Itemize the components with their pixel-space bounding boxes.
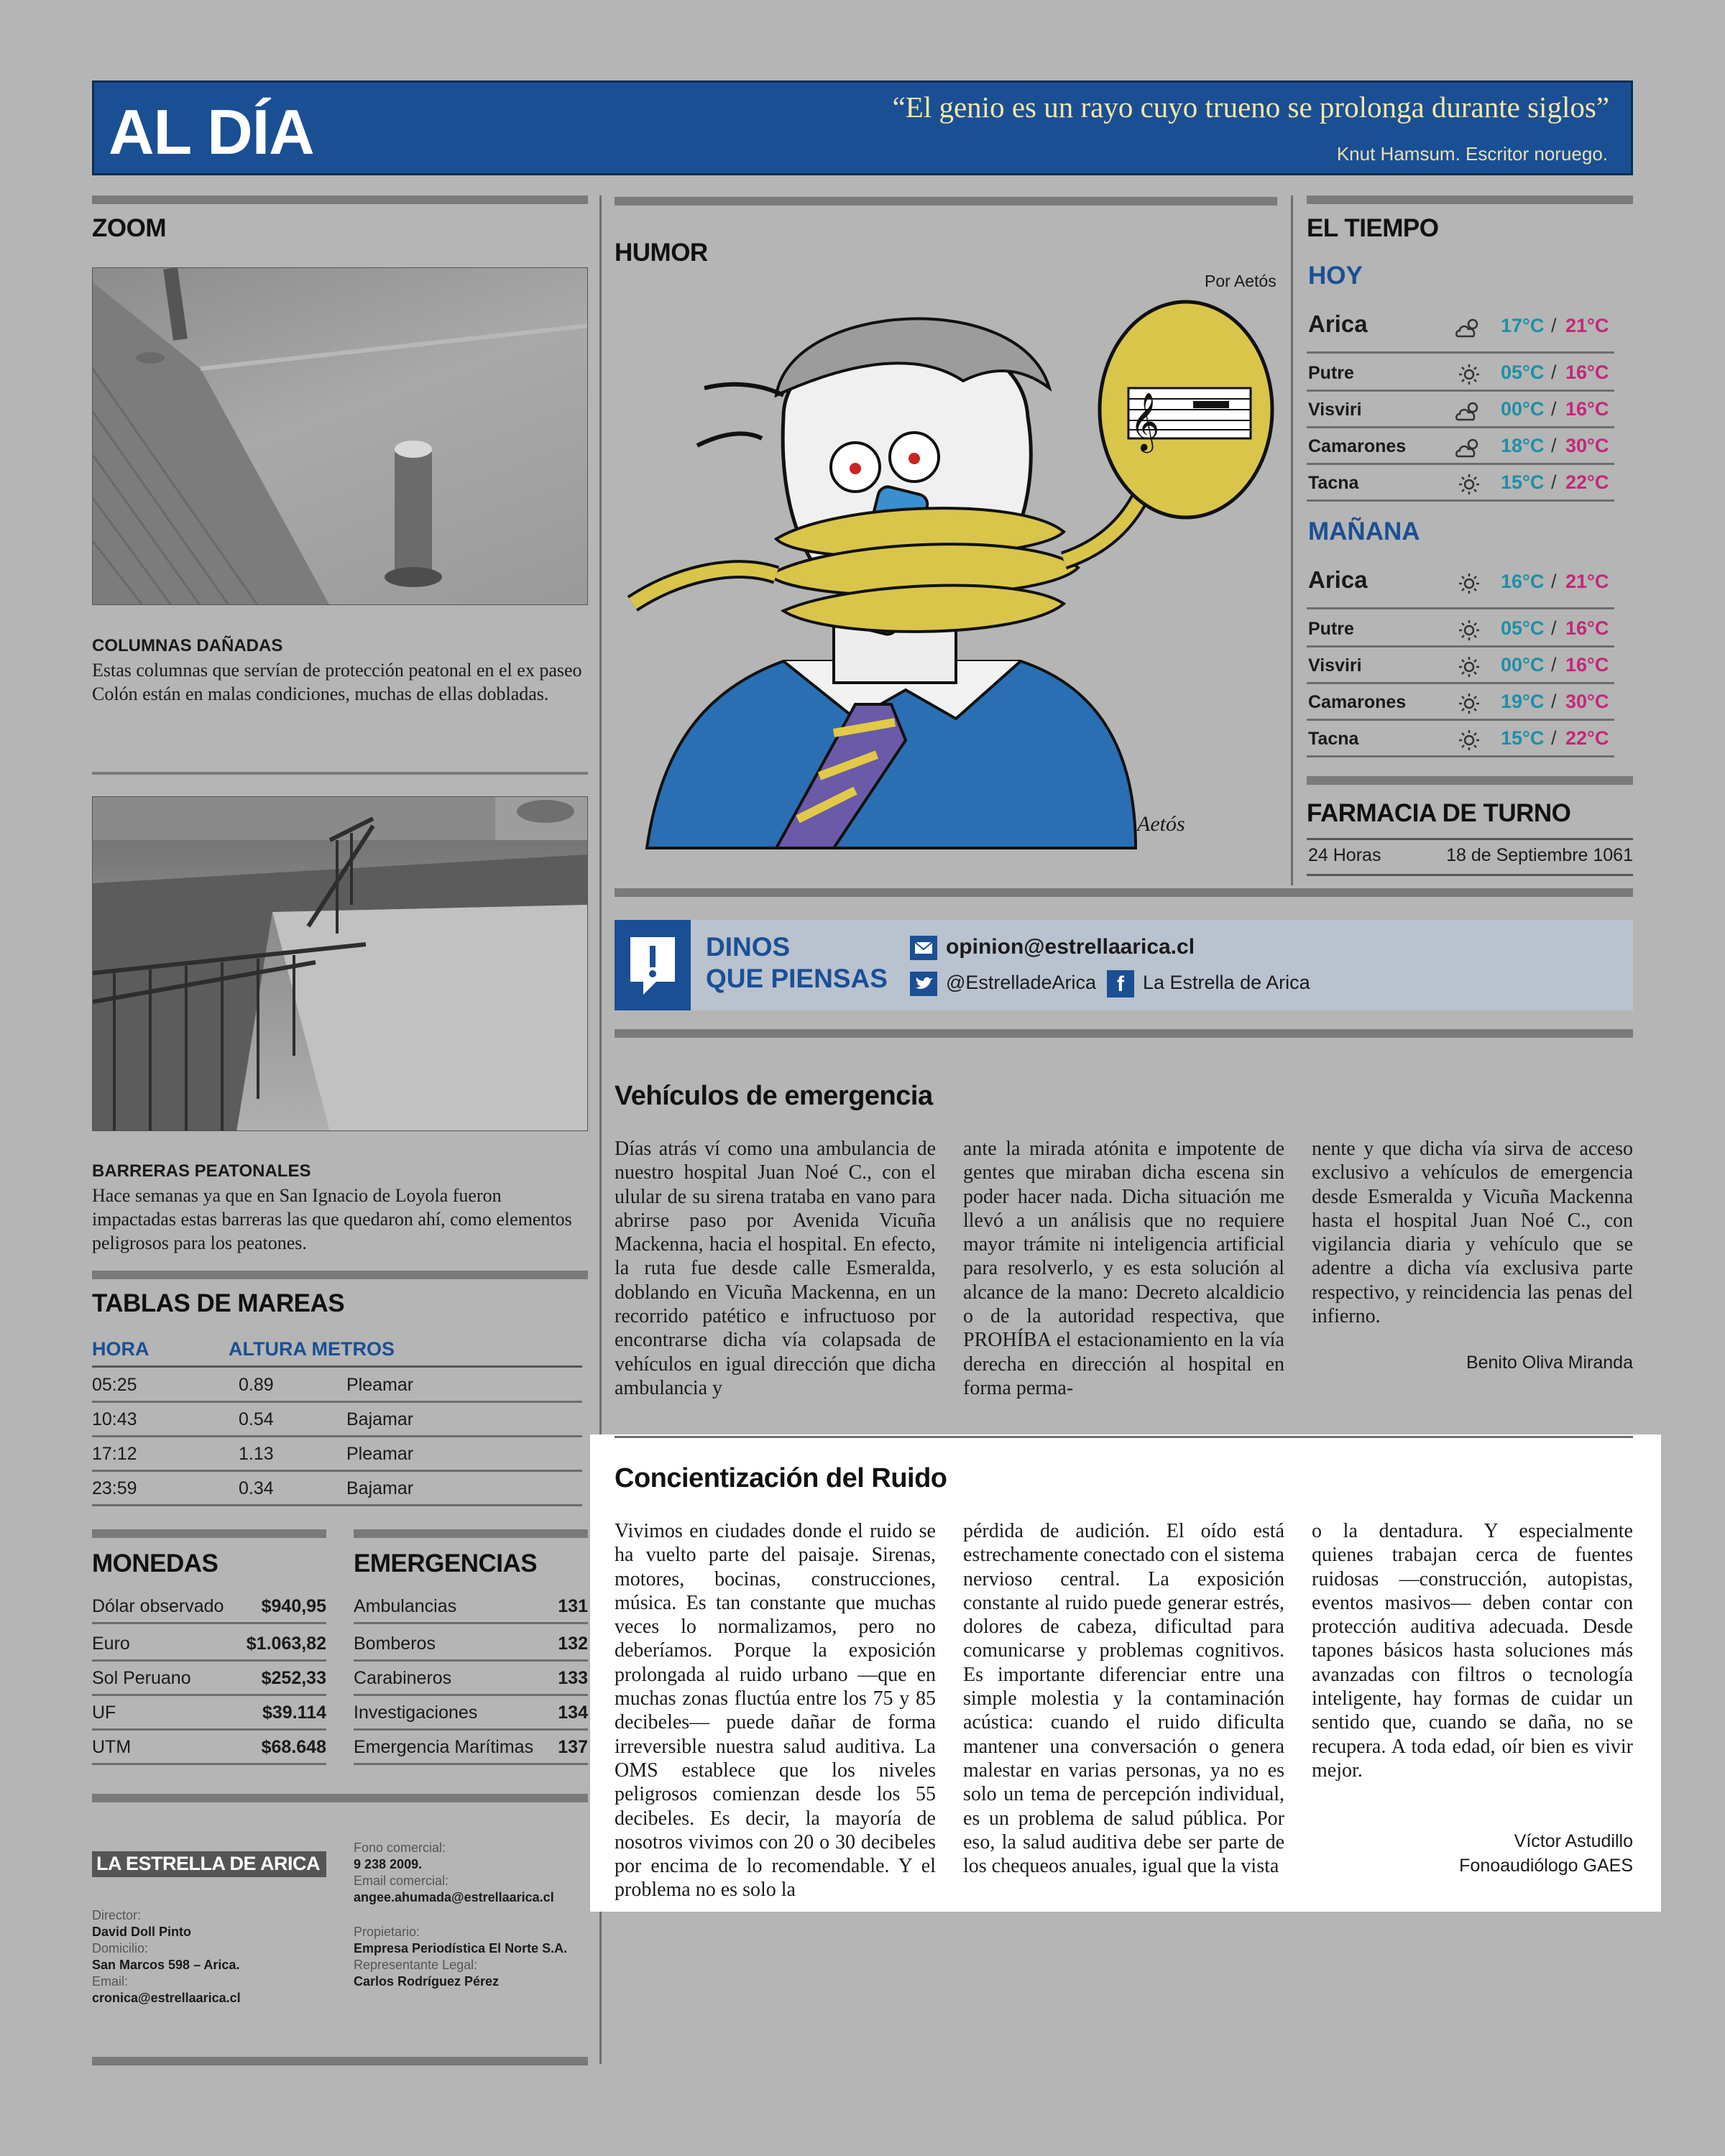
emergency-name: Investigaciones [354, 1703, 478, 1723]
tide-hora: 05:25 [92, 1375, 137, 1395]
partly-cloudy-icon [1454, 435, 1484, 461]
table-row [354, 1731, 588, 1765]
weather-row [1307, 429, 1614, 465]
caption-heading: BARRERAS PEATONALES [92, 1161, 311, 1181]
weather-tomorrow-label: MAÑANA [1308, 517, 1420, 545]
emergency-name: Emergencia Marítimas [354, 1737, 534, 1757]
tides-col-altura: ALTURA METROS [229, 1338, 395, 1360]
email-value: cronica@estrellaarica.cl [92, 1991, 241, 2005]
temp-separator: / [1551, 398, 1557, 420]
temp-min: 17°C [1501, 315, 1545, 336]
temp-separator: / [1551, 571, 1557, 592]
temp-separator: / [1551, 727, 1557, 749]
director-value: David Doll Pinto [92, 1925, 192, 1939]
rule [1307, 776, 1633, 785]
currency-value: $39.114 [262, 1703, 326, 1723]
weather-row [1307, 466, 1614, 502]
rule [92, 1271, 588, 1279]
temp-max: 16°C [1565, 398, 1609, 420]
rule [1307, 838, 1633, 840]
tide-altura: 0.54 [239, 1409, 274, 1429]
table-row [92, 1627, 326, 1662]
weather-row [1307, 612, 1614, 648]
tide-tipo: Pleamar [346, 1444, 414, 1464]
rule [615, 1436, 1633, 1438]
tides-title: TABLAS DE MAREAS [92, 1289, 345, 1317]
humor-byline: Por Aetós [1205, 272, 1276, 290]
sun-icon [1454, 361, 1484, 387]
caption-text: Hace semanas ya que en San Ignacio de Loyola fueron impactadas estas barreras las que quedaron ahí, como elementos peligrosos para los peatones. [92, 1185, 572, 1253]
temp-max: 21°C [1565, 315, 1609, 336]
weather-row [1307, 648, 1614, 684]
rule [615, 197, 1277, 206]
tide-tipo: Bajamar [346, 1478, 414, 1498]
propietario-value: Empresa Periodística El Norte S.A. [354, 1941, 568, 1955]
quote-author: Knut Hamsum. Escritor noruego. [1336, 143, 1608, 165]
emergency-number: 131 [558, 1596, 588, 1616]
pharmacy-hours: 24 Horas [1308, 845, 1381, 865]
domicilio-label: Domicilio: [92, 1941, 149, 1955]
table-row [92, 1368, 582, 1403]
temp-min: 15°C [1501, 727, 1545, 749]
weather-city: Putre [1308, 619, 1354, 639]
table-row [354, 1662, 588, 1696]
letter1-col2: ante la mirada atónita e impotente de gentes que miraban dicha escena sin poder hacer nada. Dicha situación me llevó a un análisis que no requiere mayor trámite ni inteligencia artificial para resolverlo, y es esta solución al alcance de la mano: Decreto alcaldicio o de la autoridad respectiva, que PROHÍBA el estacionamiento en la vía derecha en dirección al hospital en forma perma- [963, 1138, 1284, 1399]
letter1-col3: nente y que dicha vía sirva de acceso exclusivo a vehículos de emergencia desde Esmeralda y Vicuña Mackenna hasta el hospital Juan Noé C., con vigilancia diaria y vehículo que se adentre a dicha vía exclusiva parte respectivo, y reincidencia las penas del infierno. [1312, 1138, 1633, 1328]
masthead-left [92, 1907, 329, 2007]
currency-name: UF [92, 1703, 116, 1723]
weather-city: Arica [1308, 566, 1368, 593]
bollards-photo [92, 267, 588, 605]
temp-separator: / [1551, 691, 1557, 712]
tide-hora: 10:43 [92, 1409, 137, 1429]
email-comercial-value: angee.ahumada@estrellaarica.cl [354, 1890, 554, 1904]
temp-max: 22°C [1565, 471, 1609, 493]
temp-separator: / [1551, 361, 1557, 383]
rule [1307, 874, 1633, 876]
weather-city: Arica [1308, 310, 1368, 337]
section-banner [92, 80, 1633, 175]
tide-altura: 0.34 [239, 1478, 274, 1498]
letter1-title: Vehículos de emergencia [615, 1081, 933, 1111]
weather-city: Camarones [1308, 436, 1407, 456]
letter2-col1: Vivimos en ciudades donde el ruido se ha vuelto parte del paisaje. Sirenas, motores, bocinas, construcciones, música. Es tan constante que muchas veces lo normalizamos, pero no deberíamos. Porque la exposición prolongada al ruido urbano —que en muchas zonas fluctúa entre los 75 y 85 decibeles— puede dañar de forma irreversible nuestra salud auditiva. La OMS establece que los niveles peligrosos comienzan desde los 55 decibeles. Es decir, la mayoría de nosotros vivimos con 20 o 30 decibeles por encima de lo recomendable. Y el problema no es solo la [615, 1520, 936, 1902]
zoom-title: ZOOM [92, 214, 166, 242]
rule [615, 888, 1633, 897]
table-row [92, 1662, 326, 1696]
header-quote: “El genio es un rayo cuyo trueno se prolonga durante siglos” [892, 91, 1609, 124]
currency-name: Dólar observado [92, 1596, 224, 1616]
rule [354, 1529, 588, 1538]
weather-city: Tacna [1308, 473, 1359, 493]
caption-heading: COLUMNAS DAÑADAS [92, 636, 283, 655]
barriers-photo [92, 796, 588, 1131]
tide-tipo: Pleamar [346, 1375, 414, 1395]
table-row [92, 1403, 582, 1437]
temp-separator: / [1551, 617, 1557, 639]
currency-value: $940,95 [261, 1596, 326, 1616]
contact-twitter-link[interactable]: @EstrelladeArica [946, 972, 1096, 993]
emergency-number: 132 [558, 1634, 588, 1654]
letter1-author: Benito Oliva Miranda [1466, 1353, 1633, 1373]
humor-cartoon [618, 287, 1279, 855]
humor-title: HUMOR [615, 239, 708, 267]
tide-tipo: Bajamar [346, 1409, 414, 1429]
temp-min: 15°C [1501, 471, 1545, 493]
weather-row [1307, 685, 1614, 721]
representante-value: Carlos Rodríguez Pérez [354, 1974, 500, 1989]
temp-min: 00°C [1501, 654, 1545, 676]
weather-row [1307, 356, 1614, 392]
fono-label: Fono comercial: [354, 1841, 446, 1855]
emergencias-title: EMERGENCIAS [354, 1549, 538, 1577]
tide-altura: 0.89 [239, 1375, 274, 1395]
rule [92, 772, 588, 775]
currency-value: $252,33 [261, 1668, 326, 1688]
weather-title: EL TIEMPO [1307, 214, 1439, 242]
table-row [354, 1590, 588, 1624]
letter2-col2: pérdida de audición. El oído está estrechamente conectado con el sistema nervioso central. La exposición constante al ruido puede generar estrés, dolores de cabeza, dificultad para comunicarse y problemas cognitivos. Es importante diferenciar entre una simple molestia y la contaminación acústica: cuando el ruido dificulta mantener una conversación o genera malestar en varias personas, ya no es solo un tema de percepción individual, es un problema de salud pública. Por eso, la salud auditiva debe ser parte de los chequeos anuales, igual que la vista [963, 1520, 1284, 1878]
rule [92, 1529, 326, 1538]
contact-email-link[interactable]: opinion@estrellaarica.cl [946, 935, 1195, 959]
weather-city: Tacna [1308, 729, 1359, 749]
weather-row [1307, 309, 1614, 354]
temp-separator: / [1551, 435, 1557, 456]
sun-icon [1454, 617, 1484, 643]
temp-min: 05°C [1501, 617, 1545, 639]
temp-min: 05°C [1501, 361, 1545, 383]
letter2-col3: o la dentadura. Y especialmente quienes trabajan cerca de fuentes ruidosas —construcción, autopistas, eventos masivos— deben contar con protección auditiva adecuada. Desde tapones básicos hasta soluciones más avanzadas con filtros o tecnología inteligente, hay formas de cuidar un sentido que, cuando se daña, no se recupera. A toda edad, oír bien es vivir mejor. [1312, 1520, 1633, 1782]
temp-max: 30°C [1565, 691, 1609, 712]
currency-name: UTM [92, 1737, 132, 1757]
table-row [92, 1590, 326, 1624]
emergency-name: Carabineros [354, 1668, 452, 1688]
temp-max: 22°C [1565, 727, 1609, 749]
weather-city: Camarones [1308, 692, 1407, 712]
currency-value: $68.648 [261, 1737, 326, 1757]
rule [92, 1794, 588, 1802]
contact-icon-box [615, 920, 691, 1010]
pharmacy-title: FARMACIA DE TURNO [1307, 799, 1571, 827]
weather-today-label: HOY [1308, 262, 1363, 290]
mail-icon [910, 936, 937, 960]
section-title: AL DÍA [109, 96, 314, 167]
sun-icon [1454, 727, 1484, 753]
director-label: Director: [92, 1908, 142, 1922]
currency-name: Sol Peruano [92, 1668, 191, 1688]
temp-min: 00°C [1501, 398, 1545, 420]
tide-hora: 17:12 [92, 1444, 137, 1464]
emergency-number: 137 [558, 1737, 588, 1757]
temp-min: 18°C [1501, 435, 1545, 456]
emergency-name: Ambulancias [354, 1596, 457, 1616]
pharmacy-address: 18 de Septiembre 1061 [1446, 845, 1633, 865]
table-row [92, 1472, 582, 1506]
fono-value: 9 238 2009. [354, 1857, 423, 1871]
rule [615, 1029, 1633, 1038]
table-row [92, 1731, 326, 1765]
emergency-number: 134 [558, 1703, 588, 1723]
partly-cloudy-icon [1454, 398, 1484, 424]
temp-separator: / [1551, 654, 1557, 676]
tide-hora: 23:59 [92, 1478, 137, 1498]
facebook-icon: f [1107, 970, 1134, 998]
twitter-icon [910, 972, 937, 996]
letter2-role: Fonoaudiólogo GAES [1459, 1856, 1633, 1876]
contact-facebook-link[interactable]: La Estrella de Arica [1143, 972, 1310, 993]
weather-row [1307, 565, 1614, 609]
sun-icon [1454, 691, 1484, 717]
cartoonist-signature: Aetós [1137, 812, 1185, 836]
contact-title-line2: QUE PIENSAS [706, 964, 888, 993]
temp-separator: / [1551, 471, 1557, 493]
tides-col-hora: HORA [92, 1338, 150, 1360]
newspaper-logo: LA ESTRELLA DE ARICA [92, 1851, 326, 1877]
svg-text:𝄞: 𝄞 [1130, 392, 1160, 451]
temp-max: 21°C [1565, 571, 1609, 592]
propietario-label: Propietario: [354, 1925, 420, 1939]
currency-name: Euro [92, 1634, 130, 1654]
domicilio-value: San Marcos 598 – Arica. [92, 1958, 240, 1972]
emergency-name: Bomberos [354, 1634, 436, 1654]
temp-min: 19°C [1501, 691, 1545, 712]
table-row [354, 1696, 588, 1731]
email-label: Email: [92, 1974, 129, 1989]
alert-bubble-icon [615, 920, 691, 1010]
letter2-title: Concientización del Ruido [615, 1463, 947, 1493]
sun-icon [1454, 654, 1484, 680]
contact-title [706, 931, 888, 995]
rule [1307, 195, 1633, 204]
temp-max: 16°C [1565, 361, 1609, 383]
table-row [92, 1437, 582, 1472]
temp-max: 30°C [1565, 435, 1609, 456]
temp-min: 16°C [1501, 571, 1545, 592]
currency-value: $1.063,82 [246, 1634, 326, 1654]
masthead-right [354, 1840, 591, 1990]
representante-label: Representante Legal: [354, 1958, 478, 1972]
temp-max: 16°C [1565, 617, 1609, 639]
table-row [92, 1696, 326, 1731]
monedas-title: MONEDAS [92, 1549, 218, 1577]
weather-row [1307, 392, 1614, 428]
temp-max: 16°C [1565, 654, 1609, 676]
temp-separator: / [1551, 315, 1557, 336]
weather-row [1307, 722, 1614, 757]
table-row [354, 1627, 588, 1662]
weather-city: Putre [1308, 363, 1354, 383]
sun-icon [1454, 571, 1484, 596]
letter2-author: Víctor Astudillo [1514, 1831, 1633, 1851]
email-comercial-label: Email comercial: [354, 1874, 449, 1888]
caption-text: Estas columnas que servían de protección peatonal en el ex paseo Colón están en malas condiciones, muchas de ellas dobladas. [92, 660, 582, 704]
rule [92, 2057, 588, 2065]
emergency-number: 133 [558, 1668, 588, 1688]
sun-icon [1454, 471, 1484, 497]
letter1-col1: Días atrás ví como una ambulancia de nuestro hospital Juan Noé C., con el ulular de su sirena trataba en vano para abrirse paso por Avenida Vicuña Mackenna, hacia el hospital. En efecto, la ruta fue desde calle Esmeralda, doblando en Vicuña Mackenna, en un recorrido patético e infructuoso por encontrarse dicha vía colapsada de vehículos en igual dirección que dicha ambulancia y [615, 1138, 936, 1399]
partly-cloudy-icon [1454, 315, 1484, 341]
rule [92, 195, 588, 204]
tide-altura: 1.13 [239, 1444, 274, 1464]
weather-city: Visviri [1308, 655, 1362, 676]
weather-city: Visviri [1308, 400, 1362, 420]
rule [92, 1365, 582, 1368]
contact-title-line1: DINOS [706, 932, 791, 962]
column-divider [1291, 195, 1293, 885]
